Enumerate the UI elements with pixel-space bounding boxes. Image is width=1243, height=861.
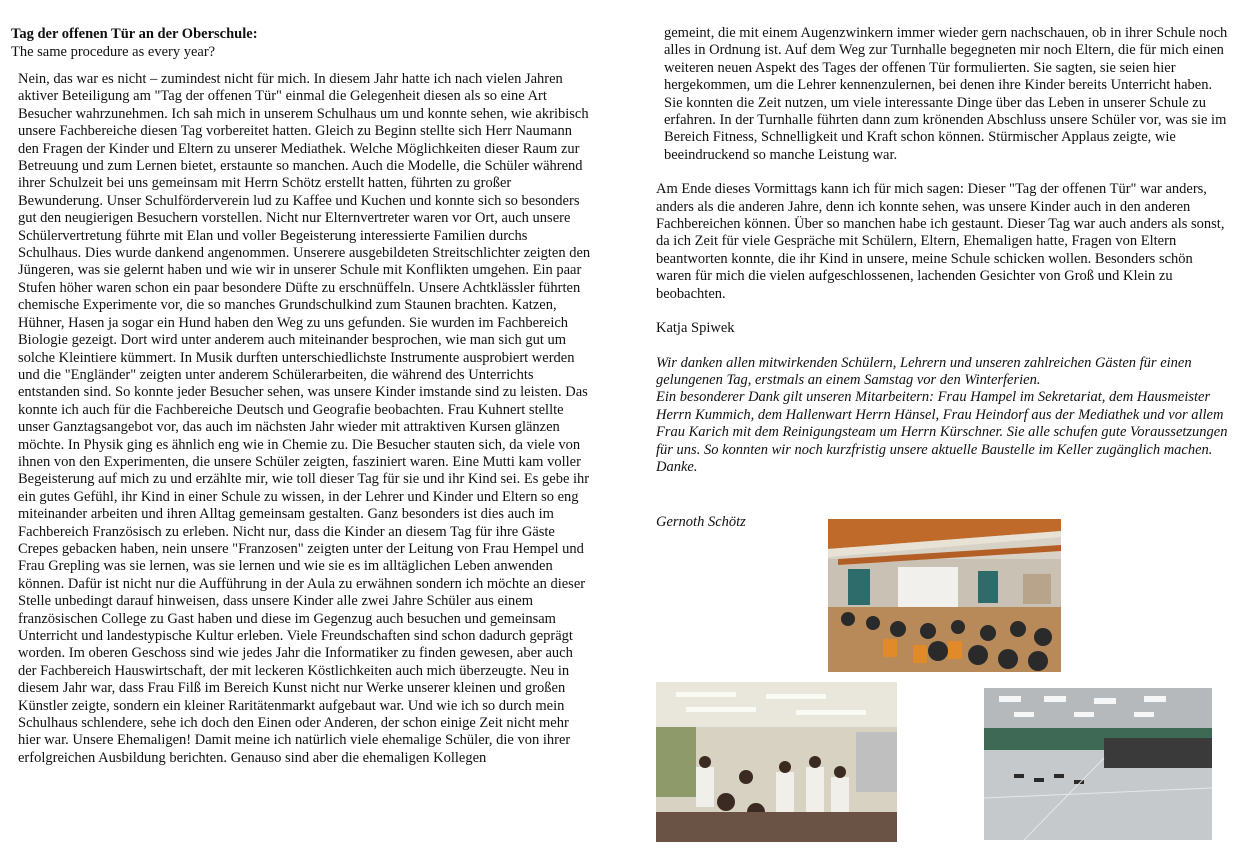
photo-aula-audience (828, 519, 1061, 672)
article-body-left: Nein, das war es nicht – zumindest nicht für mich. In diesem Jahr hatte ich nach vielen Jahren aktiver Beteiligung am "Tag der offenen Tür" einmal die Gelegenheit diesen als so eine Art Besucher wahrzunehmen. Ich sah mich in unserem Schulhaus um und konnte sehen, wie akribisch unsere Fachbereiche diesen Tag vorbereitet hatten. Gleich zu Beginn stellte sich Herr Naumann den Fragen der Kinder und Eltern zu unserer Mediathek. Welche Möglichkeiten dieser Raum zur Betreuung und zum Lernen bietet, erstaunte so manchen. Auch die Modelle, die Schüler während ihrer Schulzeit bei uns gemeinsam mit Herrn Schötz erstellt hatten, führten zu großer Bewunderung. Unser Schulförderverein lud zu Kaffee und Kuchen und konnte sich so besonders gut den neugierigen Besuchern vorstellen. Nicht nur Elternvertreter waren vor Ort, auch unsere Schülervertretung führte mit Elan und voller Begeisterung interessierte Familien durchs Schulhaus. Dies wurde dankend angenommen. Unserere ausgebildeten Streitschlichter zeigten den Jüngeren, was sie gelernt haben und wie wir in unserer Schule mit Konflikten umgehen. Ein paar Stufen höher waren schon ein paar besondere Düfte zu erschnüffeln. Unsere Achtklässler führten chemische Experimente vor, die so manches Grundschulkind zum Staunen brachten. Katzen, Hühner, Hasen ja sogar ein Hund haben den Weg zu uns gefunden. Sie wurden im Fachbereich Biologie gezeigt. Dort wird unter anderem auch miteinander besprochen, wie man sich gut um solche Kleintiere kümmert. In Musik durften unterschiedlichste Instrumente ausprobiert werden und die "Engländer" zeigten unter anderem Schülerarbeiten, die während des Unterrichts entstanden sind. So konnte jeder Besucher sehen, was unsere Kinder imstande sind zu leisten. Das konnte ich auch für die Fachbereiche Deutsch und Geografie beobachten. Frau Kuhnert stellte unser Ganztagsangebot vor, das auch im nächsten Jahr wieder mit attraktiven Kursen glänzen möchte. In Physik ging es ähnlich eng wie in Chemie zu. Die Besucher stauten sich, da viele von ihnen von den Experimenten, die unsere Schüler zeigten, fasziniert waren. Eine Mutti kam voller Begeisterung auf mich zu und erzählte mir, wie toll dieser Tag für sie und ihr Kind sei. Es gebe ihr ein gutes Gefühl, ihr Kind in einer Schule zu wissen, in der Lehrer und Kinder und Eltern so eng miteinander arbeiten und ihren Alltag gemeinsam gestalten. Ganz besonders ist dies auch im Fachbereich Französisch zu erleben. Nicht nur, dass die Kinder an diesem Tag für ihre Gäste Crepes gebacken haben, nein unsere "Franzosen" zeigten unter der Leitung von Frau Hempel und Frau Grepling was sie lernen, was sie lernen und wie sie es im alltäglichen Leben anwenden können. Dafür ist nicht nur die Aufführung in der Aula zu erwähnen sondern ich möchte an dieser Stelle unbedingt darauf hinweisen, dass unsere Kinder alle zwei Jahre Schüler aus einem französischen College zu Gast haben und diese im Gegenzug auch besuchen und gemeinsam Unterricht und landestypische Kultur erleben. Viele Freundschaften sind schon dadurch geprägt worden. Im oberen Geschoss sind wie jedes Jahr die Informatiker zu finden gewesen, aber auch der Fachbereich Hauswirtschaft, der mit leckeren Köstlichkeiten auch mich überzeugte. Neu in diesem Jahr war, dass Frau Filß im Bereich Kunst nicht nur Werke unserer kleinen und großen Künstler zeigte, sondern ein kleiner Raritätenmarkt aufgebaut war. Und wie ich so durch mein Schulhaus schlendere, sehe ich doch den Einen oder Anderen, der schon einige Zeit nicht mehr hier war. Unsere Ehemaligen! Damit meine ich natürlich viele ehemalige Schüler, die von ihrer erfolgreichen Ausbildung berichten. Genauso sind aber die ehemaligen Kollegen (18, 71, 591, 766)
article-closing-paragraph: Am Ende dieses Vormittags kann ich für mich sagen: Dieser "Tag der offenen Tür" war anders, anders als die anderen Jahre, denn ich konnte sehen, was unsere Kinder auch in den anderen Fachbereichen können. Über so manchen habe ich gestaunt. Dieser Tag war auch anders als sonst, da ich Zeit für viele Gespräche mit Schülern, Eltern, Ehemaligen hatte, Fragen von Eltern beantworten konnte, die ihr Kind in unsere, meine Schule schicken wollen. Besonders schön waren für mich die vielen aufgeschlossenen, lachenden Gesichter von Groß und Klein zu beobachten. (656, 181, 1225, 302)
article-body-continued: gemeint, die mit einem Augenzwinkern immer wieder gern nachschauen, ob in ihrer Schule noch alles in Ordnung ist. Auf dem Weg zur Turnhalle begegneten mir noch Eltern, die für mich einen weiteren neuen Aspekt des Tages der offenen Tür formulierten. Sie sagten, sie seien hier hergekommen, um die Lehrer kennenzulernen, bei denen ihre Kinder bereits Unterricht haben. Sie konnten die Zeit nutzen, um viele interessante Dinge über das Leben in unserer Schule zu erfahren. In der Turnhalle führten dann zum krönenden Abschluss unsere Schüler vor, was sie im Bereich Fitness, Schnelligkeit und Kraft schon können. Stürmischer Applaus zeigte, wie beeindruckend so manche Leistung war. (664, 25, 1228, 163)
right-column (656, 25, 1231, 476)
article-subtitle: The same procedure as every year? (11, 44, 216, 60)
thanks-author: Gernoth Schötz (656, 514, 746, 530)
photo-classroom-visitors (656, 682, 897, 842)
article-title: Tag der offenen Tür an der Oberschule: (11, 26, 258, 42)
thanks-note: Wir danken allen mitwirkenden Schülern, Lehrern und unseren zahlreichen Gästen für einen gelungenen Tag, erstmals an einem Samstag vor den Winterferien. Ein besonderer Dank gilt unseren Mitarbeitern: Frau Hampel im Sekretariat, dem Hausmeister Herrn Kummich, dem Hallenwart Herrn Hänsel, Frau Heindorf aus der Mediathek und vor allem Frau Karich mit dem Reinigungsteam um Herrn Kürschner. Sie alle schufen gute Voraussetzungen für uns. So konnten wir noch kurzfristig unsere aktuelle Baustelle im Keller zugänglich machen. Danke. (656, 354, 1228, 475)
article-author: Katja Spiwek (656, 320, 735, 337)
photo-gym-hall (984, 688, 1212, 840)
left-column (11, 25, 591, 767)
